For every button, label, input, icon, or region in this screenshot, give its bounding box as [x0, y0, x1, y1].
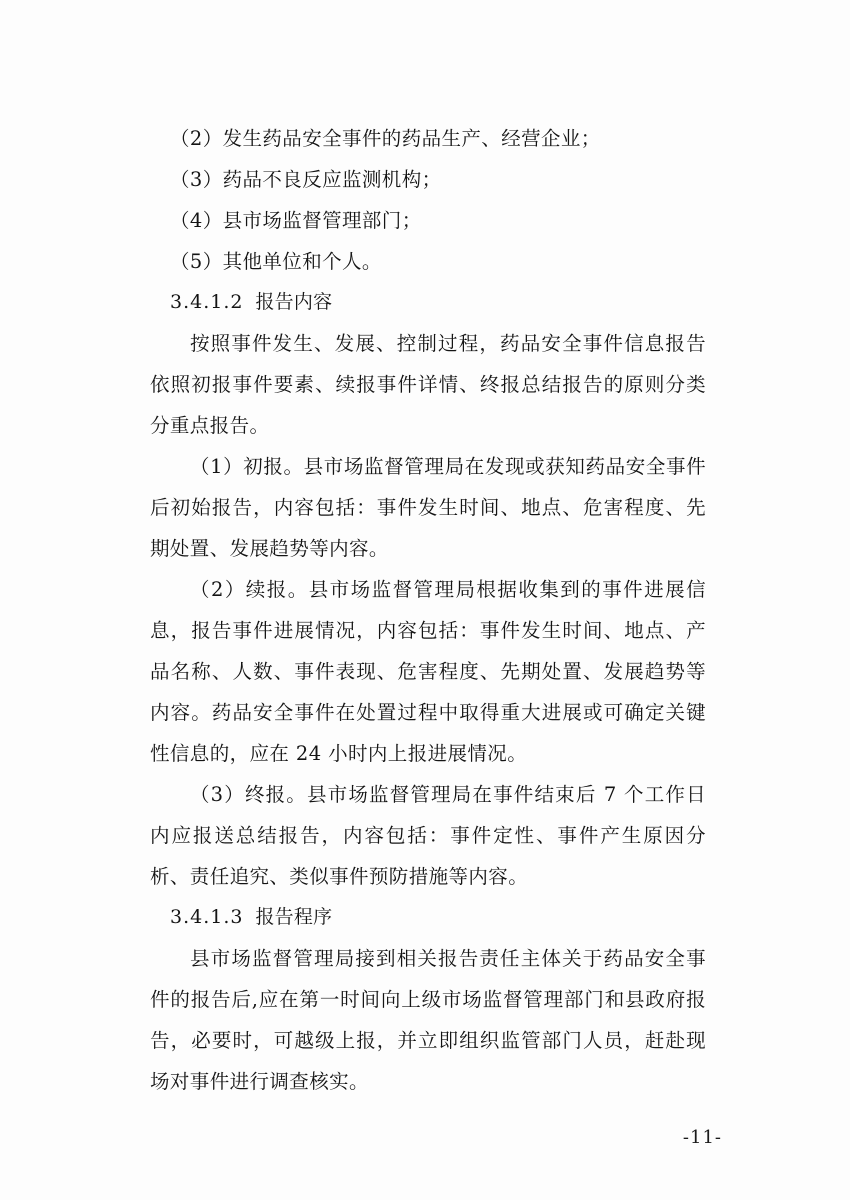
section-title: 报告内容: [255, 291, 333, 313]
list-item: （5）其他单位和个人。: [170, 250, 382, 273]
page-body: [150, 118, 706, 1102]
list-item: （4）县市场监督管理部门；: [170, 209, 422, 232]
list-item: （3）药品不良反应监测机构；: [170, 168, 442, 191]
paragraph: （3）终报。县市场监督管理局在事件结束后 7 个工作日内应报送总结报告，内容包括：事件定性、事件产生原因分析、责任追究、类似事件预防措施等内容。: [150, 783, 706, 888]
page-number: -11-: [682, 1127, 722, 1148]
section-number: 3.4.1.2: [170, 291, 244, 313]
section-number: 3.4.1.3: [170, 906, 244, 928]
paragraph: （2）续报。县市场监督管理局根据收集到的事件进展信息，报告事件进展情况，内容包括：事件发生时间、地点、产品名称、人数、事件表现、危害程度、先期处置、发展趋势等内容。药品安全事件在处置过程中取得重大进展或可确定关键性信息的，应在 24 小时内上报进展情况。: [150, 578, 706, 765]
section-heading: [150, 897, 706, 938]
list-item: （2）发生药品安全事件的药品生产、经营企业；: [170, 127, 601, 150]
section-heading: [150, 282, 706, 323]
section-title: 报告程序: [255, 906, 333, 928]
paragraph: 按照事件发生、发展、控制过程，药品安全事件信息报告依照初报事件要素、续报事件详情、终报总结报告的原则分类分重点报告。: [150, 332, 706, 437]
paragraph: （1）初报。县市场监督管理局在发现或获知药品安全事件后初始报告，内容包括：事件发生时间、地点、危害程度、先期处置、发展趋势等内容。: [150, 455, 706, 560]
paragraph: 县市场监督管理局接到相关报告责任主体关于药品安全事件的报告后,应在第一时间向上级市场监督管理部门和县政府报告，必要时，可越级上报，并立即组织监管部门人员，赶赴现场对事件进行调查核实。: [150, 947, 706, 1093]
